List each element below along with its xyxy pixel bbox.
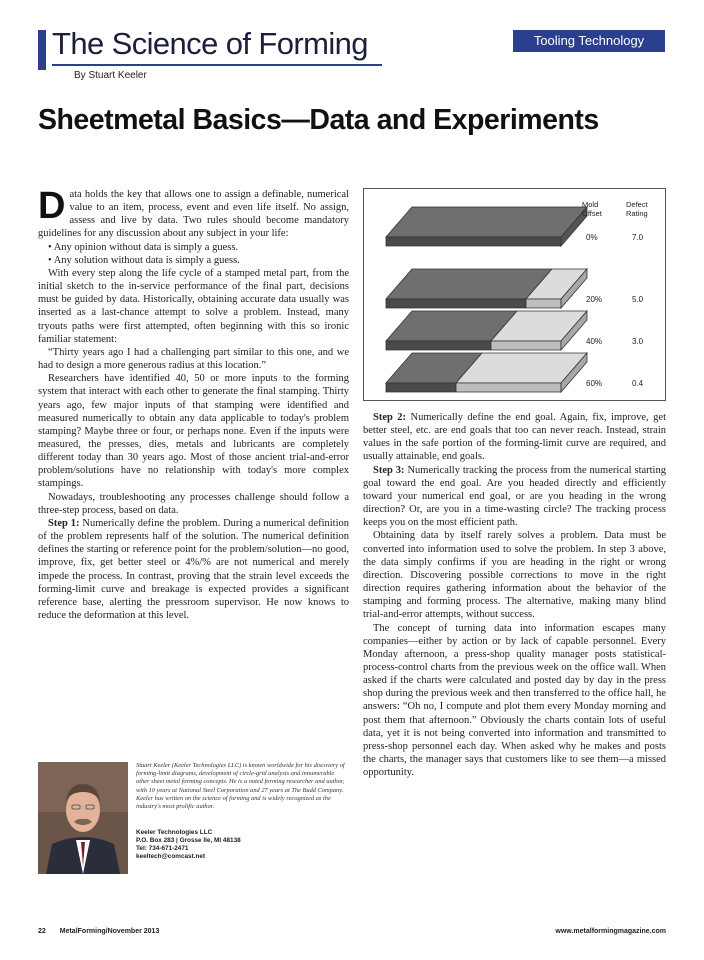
figure-offset-value: 0% [586,233,598,242]
author-contact [136,829,349,861]
figure-rating-value: 3.0 [632,337,644,346]
body-paragraph [38,346,349,372]
figure-header-defect: Defect Rating [626,200,648,218]
publication-date: MetalForming/November 2013 [59,928,160,935]
contact-email: keeltech@comcast.net [136,853,206,860]
plates-illustration [364,189,667,402]
plate-2 [386,311,587,350]
plate-front-light [491,341,561,350]
footer-left [38,928,171,935]
lead-paragraph [38,185,349,241]
section-badge: Tooling Technology [513,30,665,52]
plate-top-dark [386,269,552,299]
paragraph-text: With every step along the life cycle of a stamped metal part, from the initial sketch to the in-service performance of the final part, decisions must be guided by data. Historically, obtaining accurate data usually was inserted as a last-chance attempt to solve a problem. Instead, many tryouts paths were first attempted, often beginning with this so ironic familiar statement: [38,267,349,345]
figure-rating-value: 0.4 [632,379,644,388]
page-number: 22 [38,928,46,935]
step-paragraph [363,411,666,464]
paragraph-text: Numerically define the end goal. Again, fix, improve, get better steel, etc. are end goals that too can never reach. Instead, strain values in the safe portion of the forming-limit curve are required, and usually attainable, end goals. [363,412,666,463]
paragraph-text: ata holds the key that allows one to assign a definable, numerical value to an item, process, event and even life itself. No assign, assess and live by data. Two rules should become mandatory guidelines for any discussion about any subject in your life: [38,189,349,240]
paragraph-text: “Thirty years ago I had a challenging part similar to this one, and we had to design a more generous radius at this location.” [38,346,349,372]
plate-1 [386,269,587,308]
plate-front-light [526,299,561,308]
step-label: Step 3: [373,464,408,476]
drop-cap: D [38,185,66,227]
plate-front-dark [386,383,456,392]
header-accent-bar [38,30,46,70]
paragraph-text: Numerically tracking the process from the numerical starting goal toward the end goal. Are you headed directly and efficiently toward your numerical end goal, or are you heading in the wrong direction? Or, are you in a time-wasting circle? The tracking process keeps you on the most efficient path. [363,464,666,529]
figure-rating-value: 7.0 [632,233,644,242]
plate-front-dark [386,341,491,350]
step-paragraph [363,464,666,530]
figure-offset-value: 60% [586,379,603,388]
author-bio: Stuart Keeler (Keeler Technologies LLC) is known worldwide for his discovery of forming-limit diagrams, development of circle-grid analysis and innumerable other sheet metal forming concepts. He is a noted forming researcher and author, with 10 years at National Steel Corporation and 27 years at The Budd Company. Keeler has written on the science of forming and is widely recognized as the industry's most prolific author. [136,762,345,811]
author-portrait-illustration [38,762,128,874]
paragraph-text: • Any opinion without data is simply a guess. [48,241,239,253]
plate-front-light [456,383,561,392]
body-paragraph [363,529,666,621]
paragraph-text: • Any solution without data is simply a guess. [48,254,240,266]
paragraph-text: Researchers have identified 40, 50 or more inputs to the forming system that interact with each other to generate the final stamping. Thirty years ago, few major inputs of that stamping were identified and measured numerically to obtain any data applicable to today's problem stamping? Maybe three or four, or perhaps none. Even if the inputs were measured, the presses, dies, metals and lubricants are completely different today than 30 years ago. Most of those ancient trial-and-error problem/solutions have no relationship with today's more complex stampings. [38,373,349,490]
figure-header-offset: Mold Offset [582,200,602,218]
paragraph-text: Numerically define the problem. During a numerical definition of the problem represents half of the solution. The numerical definition defines the starting or reference point for the problem/solution—no good, improve, fix, get better steel or 4%/% are not numerical and merely impede the process. In contrast, proving that the strain level exceeds the forming-limit curve and breakage is expected provides a significant reference base, alerting the pressroom supervisor. He now knows to reduce the deformation at this level. [38,517,349,621]
article-column-right [363,411,666,779]
column-title: The Science of Forming [52,26,368,61]
right-paragraphs [363,411,666,779]
contact-phone: Tel: 734-671-2471 [136,845,189,852]
article-headline: Sheetmetal Basics—Data and Experiments [38,104,599,136]
plate-front-dark [386,299,526,308]
contact-company: Keeler Technologies LLC [136,829,213,836]
step-label: Step 1: [48,517,83,529]
step-paragraph [38,517,349,622]
body-paragraph [38,372,349,490]
plate-0 [386,207,587,246]
plate-front-dark [386,237,561,246]
bullet-item [38,241,349,254]
byline: By Stuart Keeler [74,70,147,81]
author-photo [38,762,128,874]
title-underline [52,64,382,66]
article-column-left [38,185,349,622]
footer-url: www.metalformingmagazine.com [555,928,666,935]
paragraph-text: Nowadays, troubleshooting any processes challenge should follow a three-step process, based on data. [38,491,349,516]
body-paragraph [38,491,349,517]
left-paragraphs [38,185,349,622]
bullet-item [38,254,349,267]
paragraph-text: The concept of turning data into information escapes many companies—either by action or by lack of capable personnel. Every Monday afternoon, a press-shop quality manager posts statistical-process-control charts from the previous week on the office wall. When asked if the charts were calculated and posted day by day in the press shop during the previous week and then transferred to the office hall, he answers: “Oh no, I compute and plot them every Monday morning and post them that afternoon.” Obviously the charts contain lots of useful data, yet it is not being converted into information and transmitted to press-shop personnel each day. When asked why he makes and posts the charts, the manager says that customers like to see them—a missed opportunity. [363,622,666,779]
figure-offset-value: 20% [586,295,603,304]
paragraph-text: Obtaining data by itself rarely solves a problem. Data must be converted into information used to solve the problem. In step 3 above, the data simply confirms if you are heading in the right or wrong direction. Discovering possible corrections to move in the right direction requires gathering information about the behavior of the stamping and forming process. The alternative, making many blind trial-and-error attempts, without success. [363,530,666,621]
step-label: Step 2: [373,412,411,423]
figure-plates [363,188,666,401]
figure-rating-value: 5.0 [632,295,644,304]
figure-offset-value: 40% [586,337,603,346]
plate-top-dark [386,207,587,237]
body-paragraph [363,622,666,780]
plate-3 [386,353,587,392]
contact-address: P.O. Box 283 | Grosse Ile, MI 48138 [136,837,241,844]
body-paragraph [38,267,349,346]
